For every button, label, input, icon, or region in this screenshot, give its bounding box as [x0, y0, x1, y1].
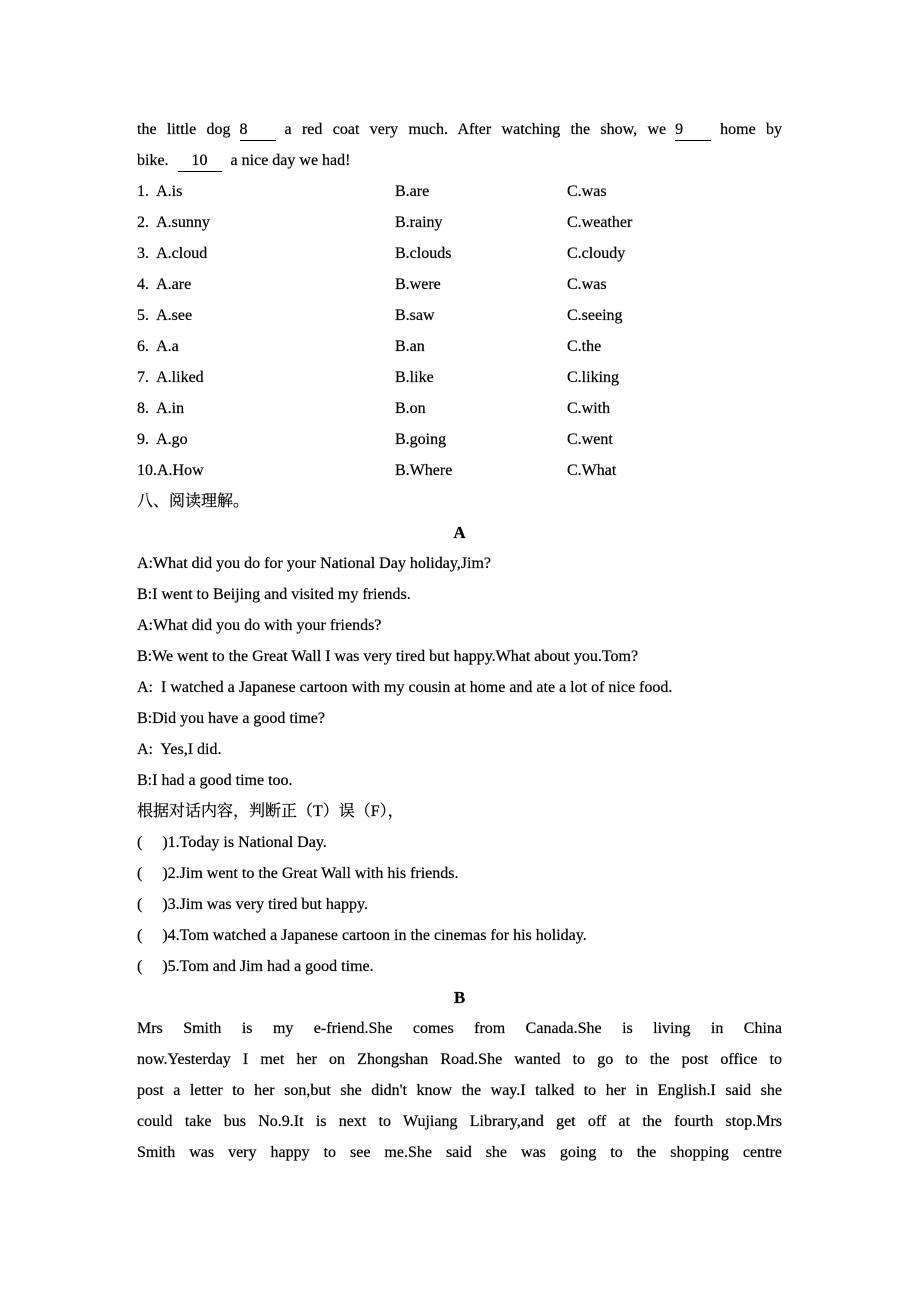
cloze-text: a nice day we had!	[230, 152, 351, 169]
option-a: 3. A.cloud	[137, 245, 208, 262]
option-b: B.an	[395, 338, 425, 355]
passage-line-1: Mrs Smith is my e-friend.She comes from Canada.She is living in China	[137, 1020, 782, 1037]
option-b: B.on	[395, 400, 426, 417]
option-c: C.was	[567, 276, 607, 293]
cloze-text: bike.	[137, 152, 169, 169]
part-b-label: B	[453, 988, 466, 1007]
passage-line-4: could take bus No.9.It is next to Wujiang Library,and get off at the fourth stop.Mrs	[137, 1113, 782, 1130]
true-false-instruction: 根据对话内容，判断正（T）误（F），	[137, 803, 404, 820]
cloze-line-1	[137, 114, 782, 145]
option-b: B.Where	[395, 462, 453, 479]
dialogue-line-3: A:What did you do with your friends?	[137, 617, 382, 634]
tf-item-1: ( )1.Today is National Day.	[137, 834, 327, 851]
option-row-9	[137, 424, 782, 455]
option-c: C.seeing	[567, 307, 623, 324]
option-row-10	[137, 455, 782, 486]
cloze-blank-8: 8	[240, 120, 276, 141]
option-b: B.like	[395, 369, 434, 386]
cloze-text: home by	[720, 121, 783, 138]
option-c: C.What	[567, 462, 617, 479]
option-b: B.saw	[395, 307, 435, 324]
passage-line-5: Smith was very happy to see me.She said she was going to the shopping centre	[137, 1144, 782, 1161]
option-c: C.was	[567, 183, 607, 200]
cloze-text: the little dog	[137, 121, 231, 138]
option-c: C.went	[567, 431, 613, 448]
cloze-blank-10: 10	[178, 151, 222, 172]
part-a-label: A	[453, 523, 466, 542]
cloze-text: a red coat very much. After watching the show, we	[284, 121, 667, 138]
option-row-5	[137, 300, 782, 331]
option-a: 7. A.liked	[137, 369, 204, 386]
option-c: C.cloudy	[567, 245, 626, 262]
option-row-7	[137, 362, 782, 393]
passage-line-3: post a letter to her son,but she didn't know the way.I talked to her in English.I said she	[137, 1082, 782, 1099]
option-row-6	[137, 331, 782, 362]
dialogue-line-4: B:We went to the Great Wall I was very tired but happy.What about you.Tom?	[137, 648, 639, 665]
option-a: 5. A.see	[137, 307, 193, 324]
option-row-8	[137, 393, 782, 424]
tf-item-3: ( )3.Jim was very tired but happy.	[137, 896, 368, 913]
option-b: B.rainy	[395, 214, 443, 231]
option-c: C.the	[567, 338, 602, 355]
option-a: 6. A.a	[137, 338, 179, 355]
cloze-line-2	[137, 145, 782, 176]
cloze-blank-9: 9	[675, 120, 711, 141]
tf-item-5: ( )5.Tom and Jim had a good time.	[137, 958, 374, 975]
option-b: B.were	[395, 276, 441, 293]
section-header: 八、阅读理解。	[137, 493, 250, 510]
dialogue-line-8: B:I had a good time too.	[137, 772, 293, 789]
option-row-4	[137, 269, 782, 300]
dialogue-line-1: A:What did you do for your National Day holiday,Jim?	[137, 555, 491, 572]
option-b: B.are	[395, 183, 430, 200]
dialogue-line-2: B:I went to Beijing and visited my friends.	[137, 586, 411, 603]
option-a: 1. A.is	[137, 183, 183, 200]
tf-item-4: ( )4.Tom watched a Japanese cartoon in the cinemas for his holiday.	[137, 927, 587, 944]
tf-item-2: ( )2.Jim went to the Great Wall with his friends.	[137, 865, 459, 882]
option-b: B.going	[395, 431, 447, 448]
option-a: 9. A.go	[137, 431, 188, 448]
dialogue-line-6: B:Did you have a good time?	[137, 710, 325, 727]
dialogue-line-7: A: Yes,I did.	[137, 741, 222, 758]
option-row-2	[137, 207, 782, 238]
option-row-1	[137, 176, 782, 207]
option-a: 8. A.in	[137, 400, 185, 417]
option-row-3	[137, 238, 782, 269]
passage-line-2: now.Yesterday I met her on Zhongshan Road.She wanted to go to the post office to	[137, 1051, 782, 1068]
option-c: C.with	[567, 400, 611, 417]
option-b: B.clouds	[395, 245, 452, 262]
option-a: 2. A.sunny	[137, 214, 210, 231]
option-a: 4. A.are	[137, 276, 192, 293]
option-c: C.liking	[567, 369, 620, 386]
dialogue-line-5: A: I watched a Japanese cartoon with my cousin at home and ate a lot of nice food.	[137, 679, 673, 696]
option-c: C.weather	[567, 214, 633, 231]
option-a: 10.A.How	[137, 462, 204, 479]
